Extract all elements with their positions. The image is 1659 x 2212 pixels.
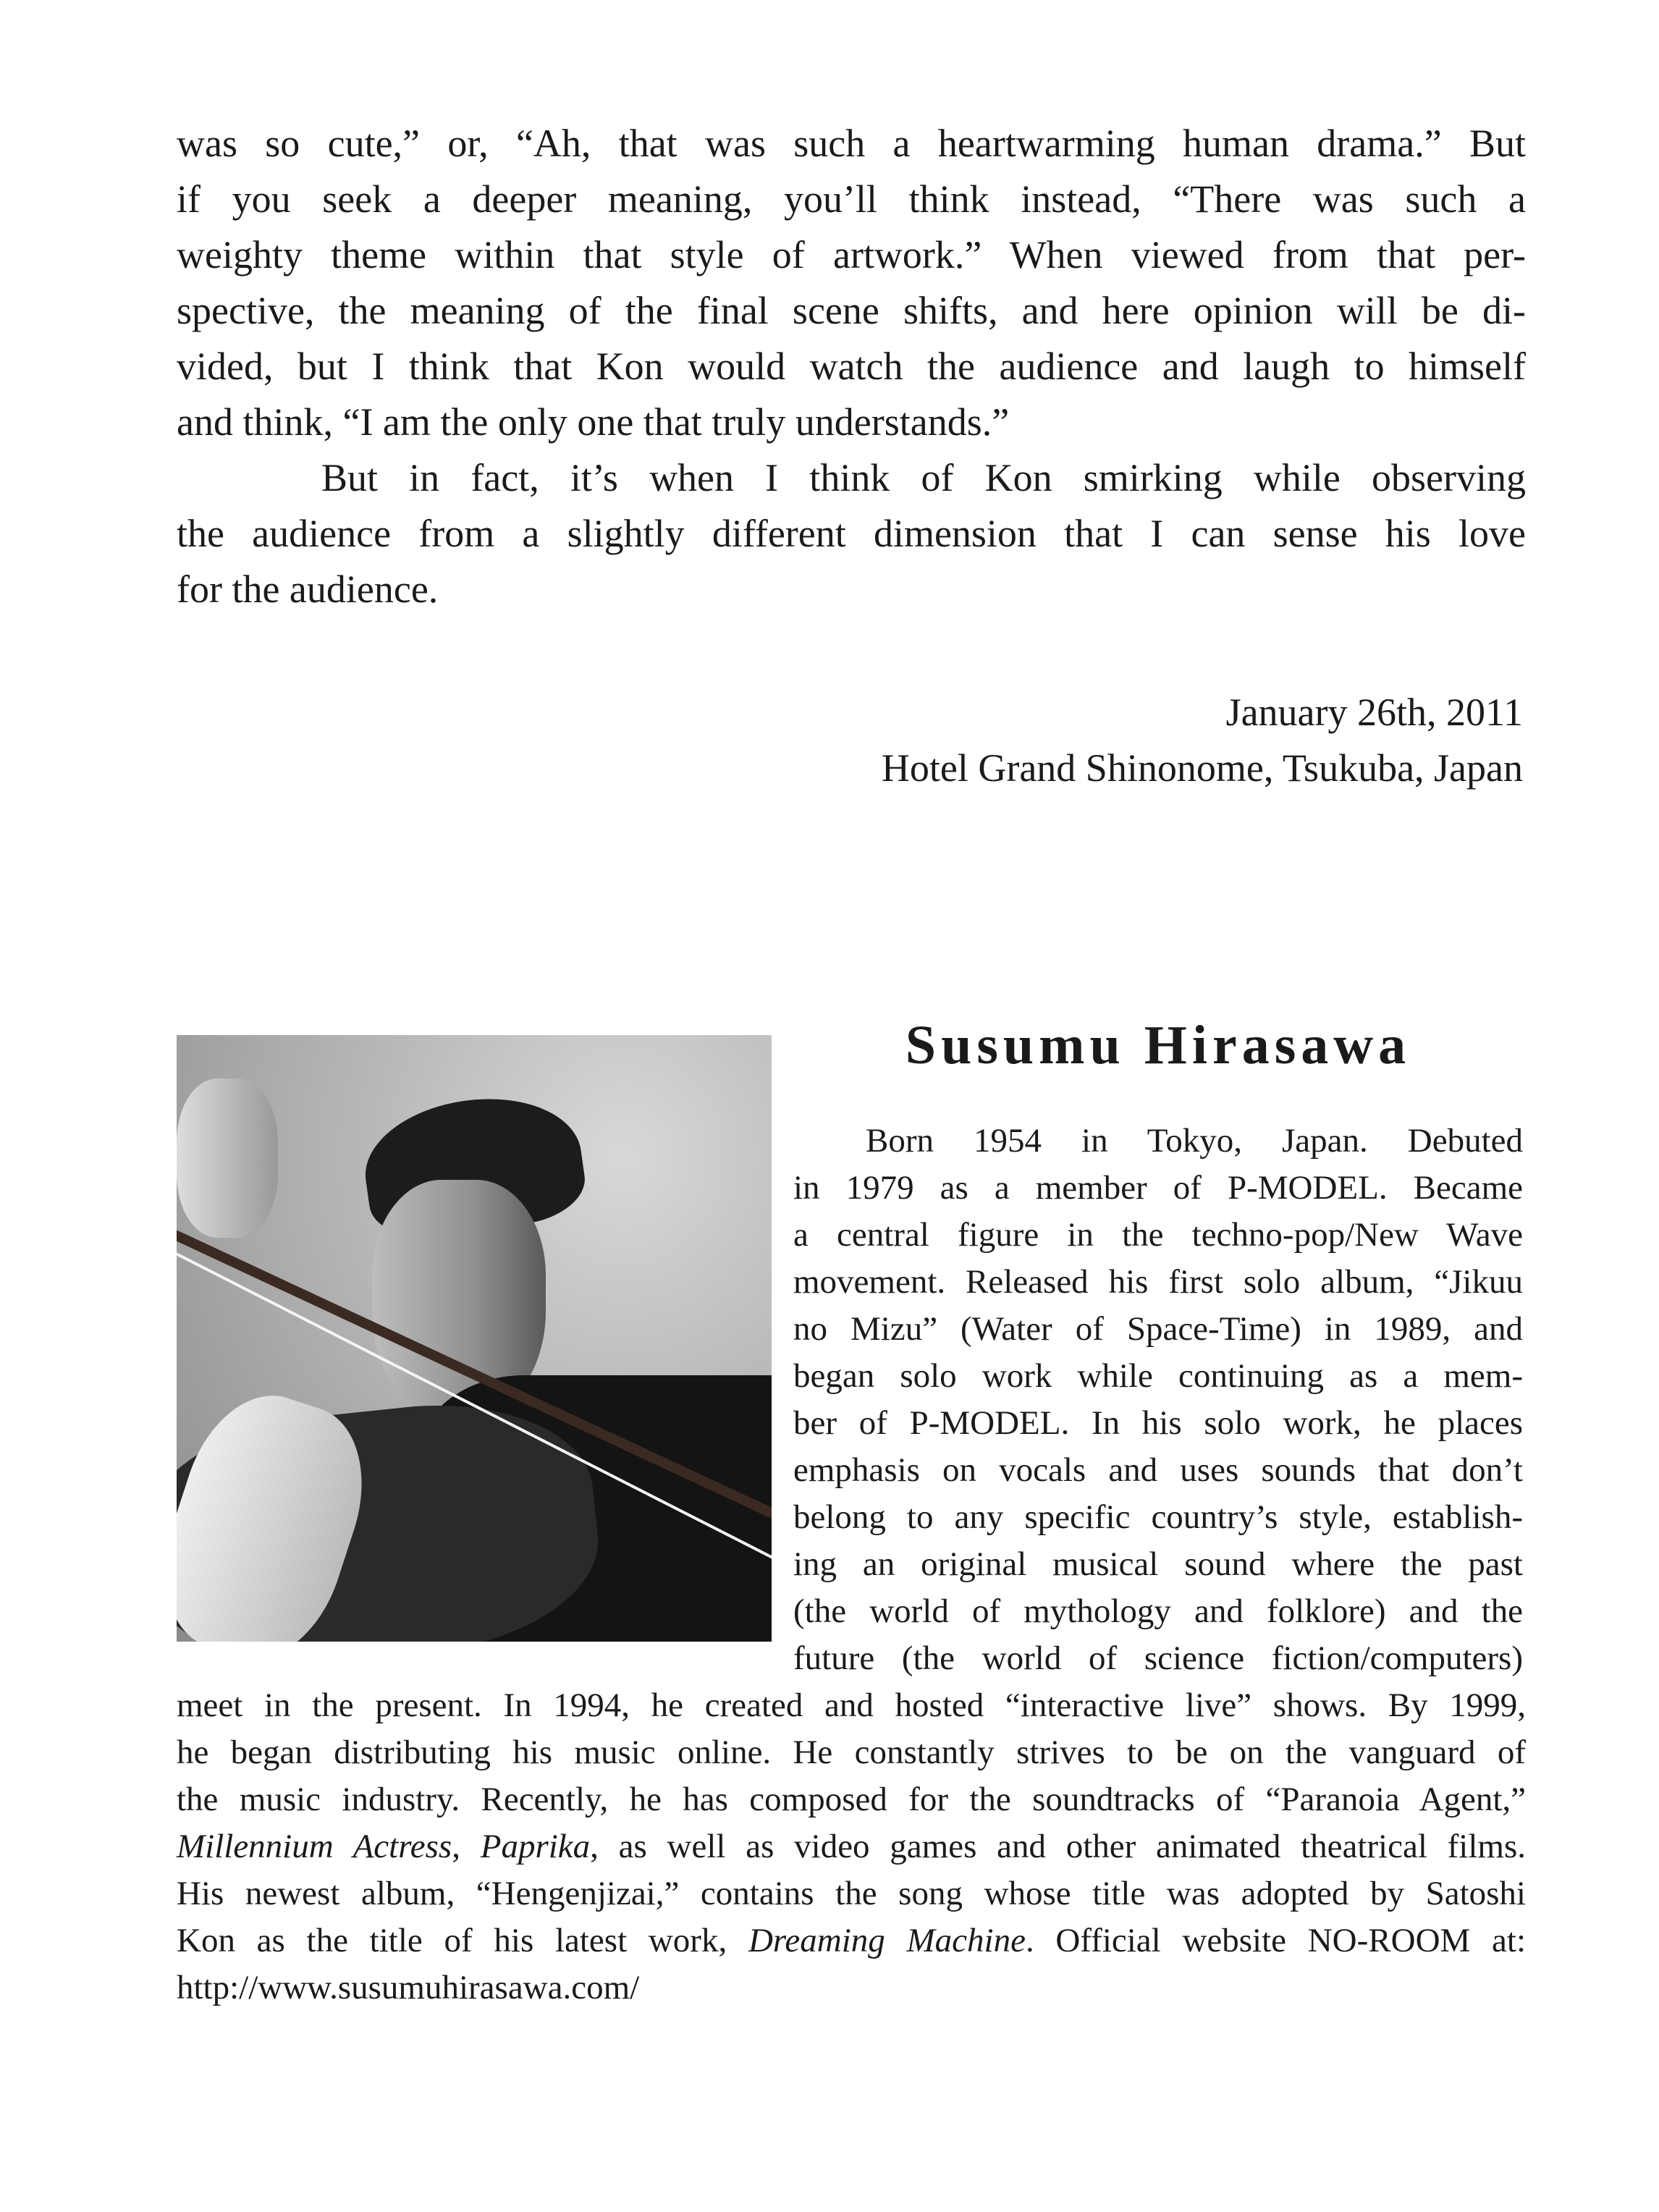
text-segment: belong to any specific country’s style, establish- xyxy=(793,1498,1523,1536)
text-segment: in 1979 as a member of P-MODEL. Became xyxy=(793,1169,1523,1207)
text-segment: spective, the meaning of the final scene shifts, and here opinion will be di- xyxy=(177,289,1526,332)
text-segment: ing an original musical sound where the past xyxy=(793,1545,1523,1583)
text-segment: (the world of mythology and folklore) and the xyxy=(793,1592,1523,1630)
text-segment: no Mizu” (Water of Space-Time) in 1989, and xyxy=(793,1310,1523,1348)
text-segment: vided, but I think that Kon would watch the audience and laugh to himself xyxy=(177,345,1526,388)
text-line xyxy=(177,1682,1526,1729)
text-segment: His newest album, “Hengenjizai,” contains the song whose title was adopted by Satoshi xyxy=(177,1875,1526,1912)
text-line xyxy=(177,227,1526,283)
text-segment: Kon as the title of his latest work, xyxy=(177,1922,748,1959)
text-line xyxy=(177,562,1526,617)
text-line xyxy=(321,450,1526,506)
text-segment: if you seek a deeper meaning, you’ll think instead, “There was such a xyxy=(177,177,1526,221)
text-line xyxy=(177,1870,1526,1917)
text-segment: http://www.susumuhirasawa.com/ xyxy=(177,1969,640,2006)
bio-name-heading: Susumu Hirasawa xyxy=(905,1015,1411,1076)
text-line xyxy=(177,1776,1526,1823)
text-segment: But in fact, it’s when I think of Kon smirking while observing xyxy=(321,456,1526,499)
text-line xyxy=(793,1400,1523,1447)
text-line xyxy=(793,1306,1523,1353)
text-segment: Born 1954 in Tokyo, Japan. Debuted xyxy=(866,1122,1523,1160)
text-line xyxy=(793,1541,1523,1588)
text-line xyxy=(866,1118,1523,1165)
text-segment: future (the world of science fiction/computers) xyxy=(793,1639,1523,1677)
text-line xyxy=(793,1259,1523,1306)
text-segment: a central figure in the techno-pop/New Wave xyxy=(793,1216,1523,1254)
text-line xyxy=(177,283,1526,339)
text-line xyxy=(177,339,1526,394)
text-line xyxy=(177,1823,1526,1870)
text-segment: emphasis on vocals and uses sounds that don’t xyxy=(793,1451,1523,1489)
text-segment: ber of P-MODEL. In his solo work, he places xyxy=(793,1404,1523,1442)
text-line xyxy=(793,1212,1523,1259)
italic-title: Dreaming Machine xyxy=(748,1922,1026,1959)
text-segment: , as well as video games and other animated theatrical films. xyxy=(590,1828,1527,1865)
text-segment: was so cute,” or, “Ah, that was such a heartwarming human drama.” But xyxy=(177,122,1526,165)
text-line xyxy=(177,506,1526,562)
italic-title: Millennium Actress xyxy=(177,1828,452,1865)
text-line xyxy=(177,1964,1526,2012)
text-line xyxy=(177,116,1526,172)
text-segment: movement. Released his first solo album, “Jikuu xyxy=(793,1263,1523,1301)
text-line xyxy=(793,1635,1523,1682)
text-segment: weighty theme within that style of artwork.” When viewed from that per- xyxy=(177,233,1526,276)
text-line xyxy=(177,1729,1526,1776)
text-segment: began solo work while continuing as a mem- xyxy=(793,1357,1523,1395)
text-line xyxy=(793,1447,1523,1494)
text-segment: meet in the present. In 1994, he created and hosted “interactive live” shows. By 1999, xyxy=(177,1687,1526,1724)
text-segment: the audience from a slightly different dimension that I can sense his love xyxy=(177,512,1526,555)
text-segment: for the audience. xyxy=(177,567,439,611)
text-line xyxy=(793,1165,1523,1212)
italic-title: Paprika xyxy=(480,1828,591,1865)
text-line xyxy=(177,172,1526,227)
text-segment: , xyxy=(452,1828,481,1865)
text-line xyxy=(177,394,1526,450)
signature-date: January 26th, 2011 xyxy=(1225,691,1523,734)
text-line xyxy=(793,1494,1523,1541)
text-segment: the music industry. Recently, he has composed for the soundtracks of “Paranoia Agent,” xyxy=(177,1781,1526,1818)
text-segment: he began distributing his music online. He constantly strives to be on the vanguard of xyxy=(177,1734,1526,1771)
text-line xyxy=(177,1917,1526,1964)
portrait-photo xyxy=(177,1035,772,1642)
text-segment: . Official website NO-ROOM at: xyxy=(1025,1922,1526,1959)
signature-place: Hotel Grand Shinonome, Tsukuba, Japan xyxy=(881,746,1523,790)
text-segment: and think, “I am the only one that truly understands.” xyxy=(177,400,1010,444)
text-line xyxy=(793,1588,1523,1635)
text-line xyxy=(793,1353,1523,1400)
